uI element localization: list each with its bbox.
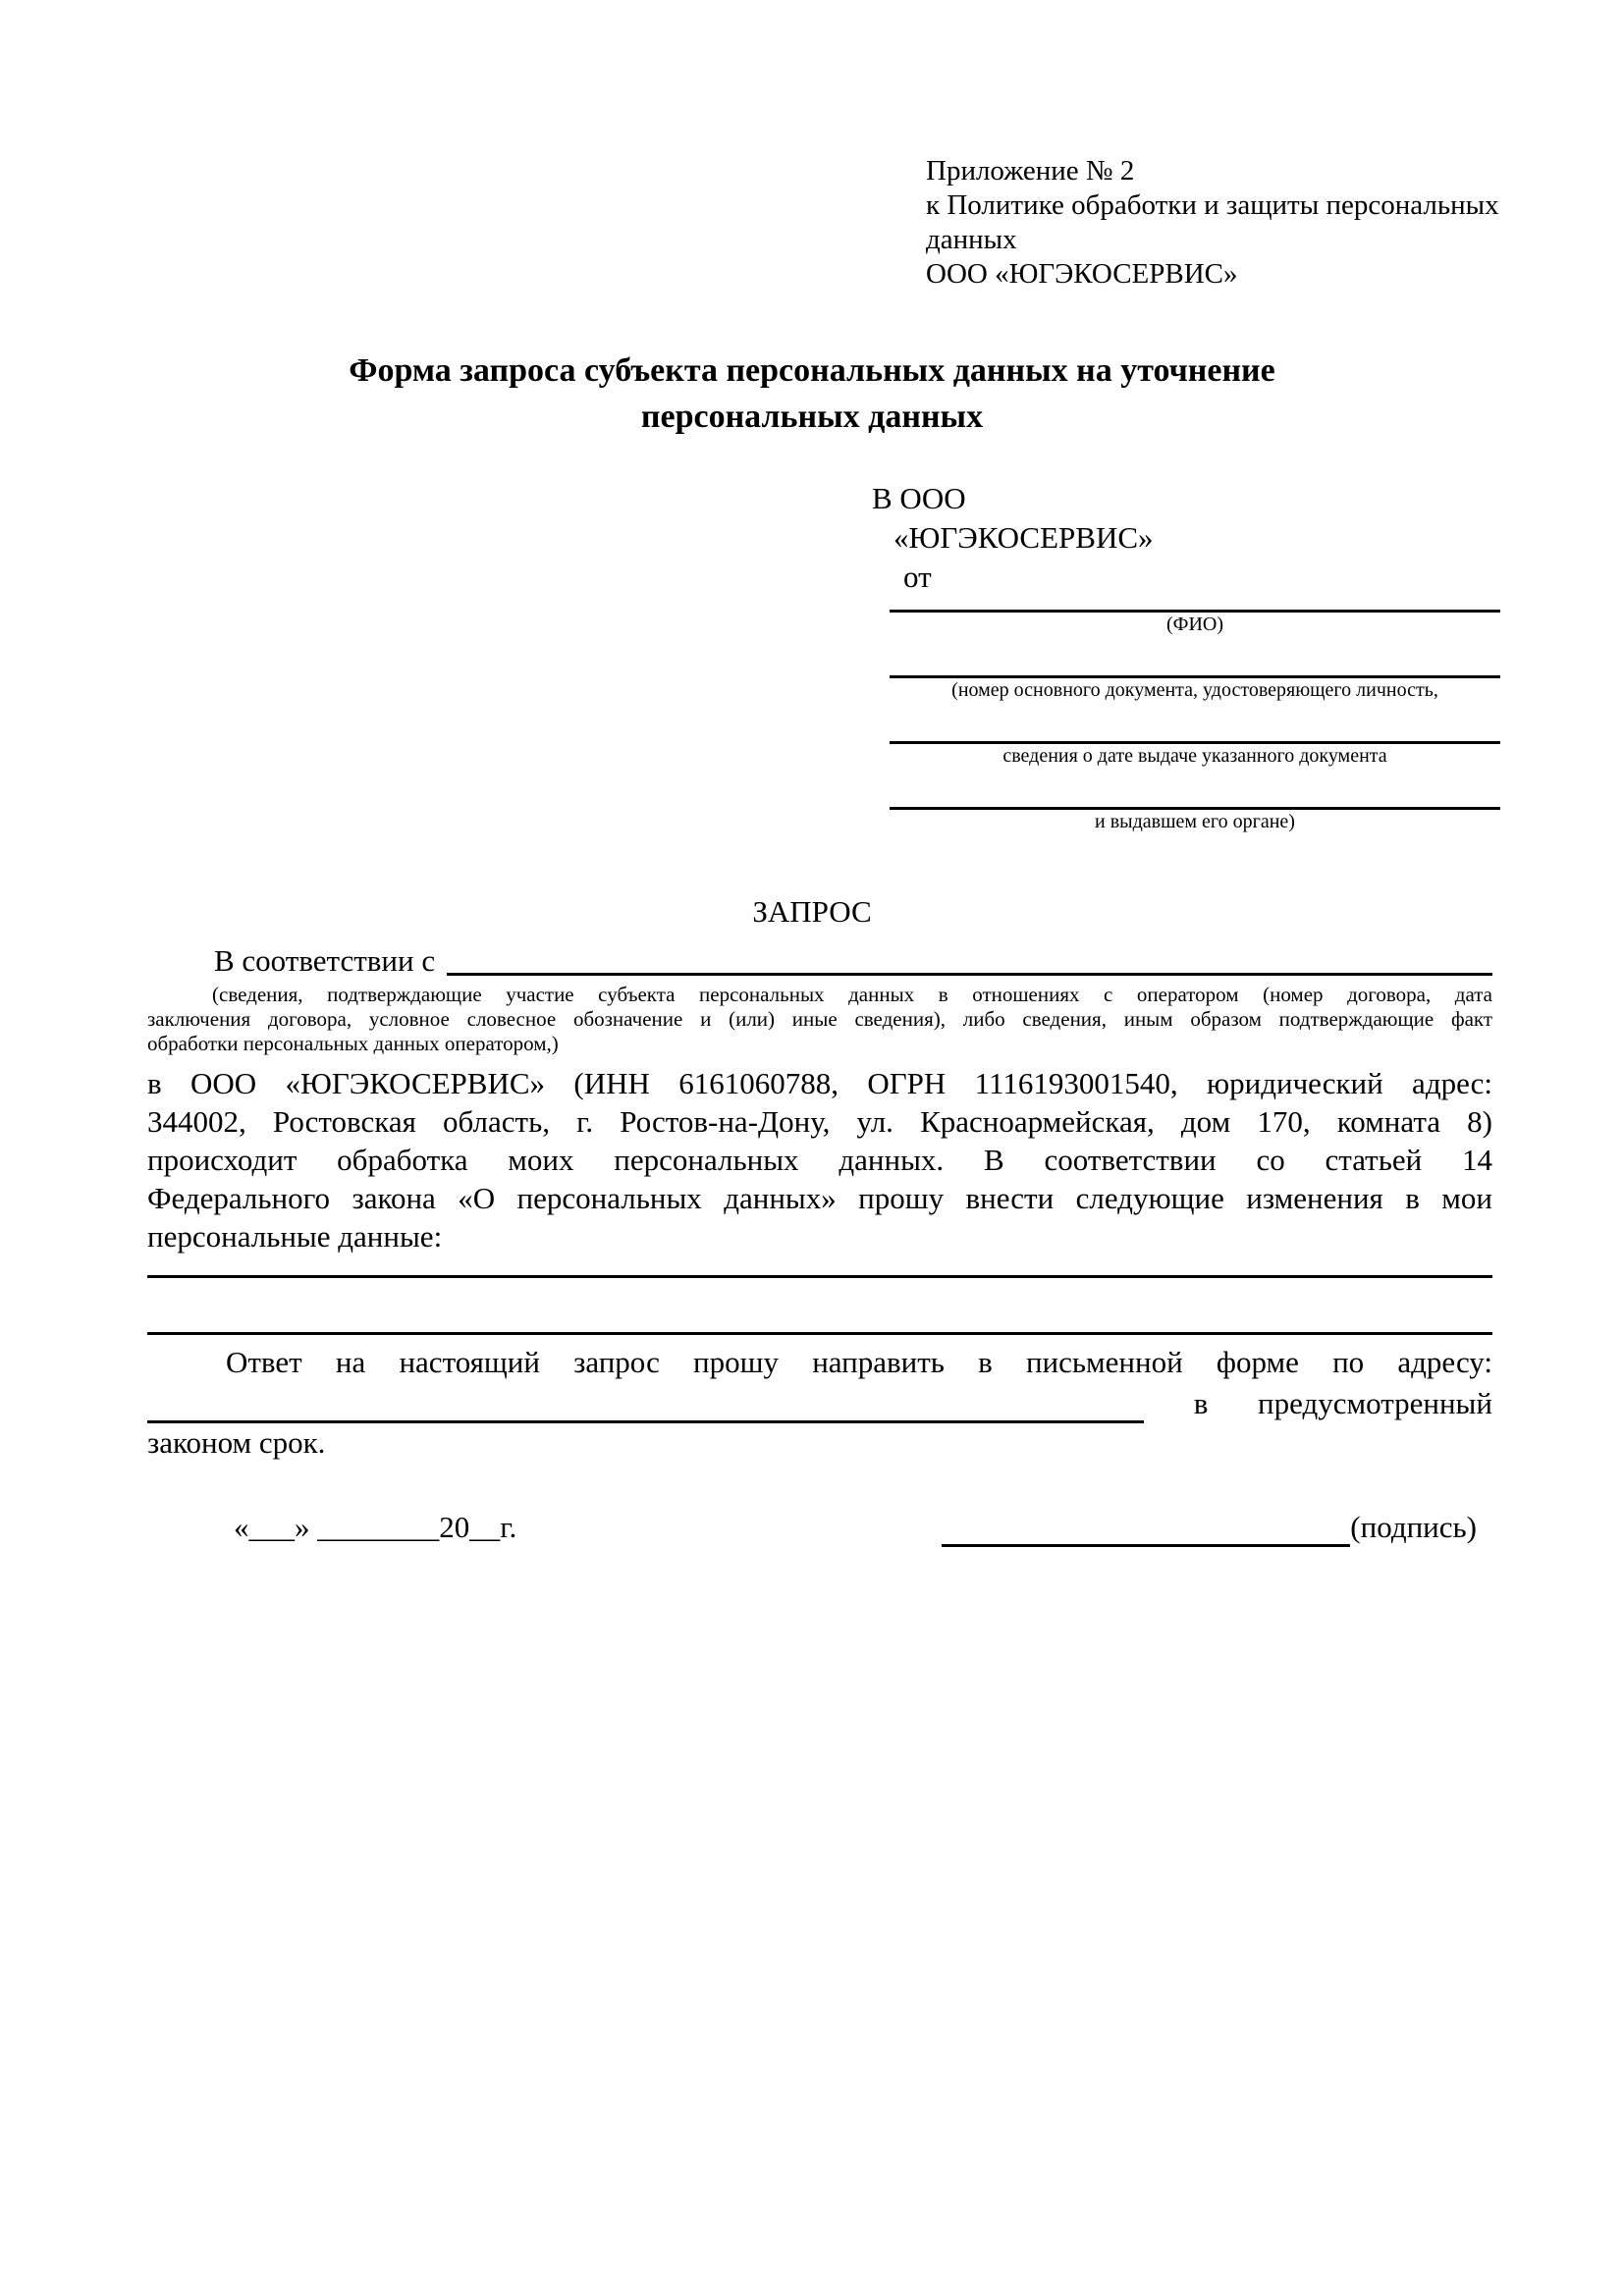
response-word-stipulated: предусмотренный	[1258, 1386, 1492, 1420]
response-paragraph	[147, 1343, 1492, 1463]
signature-area	[942, 1508, 1477, 1547]
issue-date-field	[890, 728, 1500, 768]
issuing-authority-field	[890, 794, 1500, 833]
accordance-label: В соответствии с	[214, 943, 436, 978]
changes-blank-line-1	[147, 1275, 1492, 1278]
page-title-line: Форма запроса субъекта персональных данных на уточнение	[349, 352, 1275, 389]
page-title-line: персональных данных	[640, 399, 984, 435]
signature-caption: (подпись)	[1350, 1510, 1477, 1544]
appendix-header-line: Приложение № 2	[926, 155, 1135, 187]
request-heading: ЗАПРОС	[752, 894, 872, 929]
appendix-header-line: данных	[926, 224, 1017, 255]
request-body-line: происходит обработка моих персональных данных. В соответствии со статьей 14	[147, 1143, 1492, 1177]
appendix-header-line: ООО «ЮГЭКОСЕРВИС»	[926, 258, 1238, 290]
request-body-line: в ООО «ЮГЭКОСЕРВИС» (ИНН 6161060788, ОГРН 1116193001540, юридический адрес:	[147, 1066, 1492, 1100]
request-body	[147, 1064, 1492, 1255]
issuing-authority-blank-line	[890, 794, 1500, 810]
response-line-3: законом срок.	[147, 1425, 326, 1460]
page-title	[0, 347, 1624, 440]
identity-document-caption: (номер основного документа, удостоверяющего личность,	[951, 679, 1438, 701]
request-body-line: 344002, Ростовская область, г. Ростов-на-Дону, ул. Красноармейская, дом 170, комната 8)	[147, 1104, 1492, 1139]
issuing-authority-caption: и выдавшем его органе)	[1095, 811, 1295, 832]
fine-print-note	[147, 983, 1492, 1056]
identity-document-field	[890, 663, 1500, 702]
response-line-1: Ответ на настоящий запрос прошу направить в письменной форме по адресу:	[226, 1345, 1492, 1379]
accordance-blank-line	[447, 941, 1492, 976]
appendix-header-line: к Политике обработки и защиты персональных	[926, 189, 1499, 221]
request-body-line: Федерального закона «О персональных данных» прошу внести следующие изменения в мои	[147, 1181, 1492, 1215]
recipient-org-line2: «ЮГЭКОСЕРВИС»	[893, 520, 1154, 555]
date-blank: «___» ________20__г.	[234, 1510, 517, 1544]
appendix-header	[926, 154, 1536, 292]
issue-date-caption: сведения о дате выдаче указанного документа	[1002, 745, 1387, 767]
fine-print-line: (сведения, подтверждающие участие субъекта персональных данных в отношениях с оператором (номер договора, дата	[212, 983, 1492, 1006]
request-body-line: персональные данные:	[147, 1219, 443, 1254]
signature-blank-line	[942, 1517, 1350, 1547]
recipient-block	[872, 479, 1624, 833]
fio-blank-line	[890, 597, 1500, 613]
recipient-from-label: от	[903, 560, 932, 594]
date-signature-row	[234, 1508, 1477, 1547]
identity-document-blank-line	[890, 663, 1500, 678]
issue-date-blank-line	[890, 728, 1500, 744]
fio-caption: (ФИО)	[1165, 614, 1223, 635]
changes-blank-line-2	[147, 1332, 1492, 1335]
recipient-org-line1: В ООО	[872, 481, 966, 515]
address-blank-line	[147, 1389, 1144, 1423]
response-word-in: в	[1193, 1386, 1209, 1420]
fine-print-line: заключения договора, условное словесное обозначение и (или) иные сведения), либо сведения, иным образом подтверждающие факт	[147, 1007, 1492, 1031]
response-line-2	[147, 1382, 1492, 1423]
fio-field	[890, 597, 1500, 636]
fine-print-line: обработки персональных данных оператором,)	[147, 1032, 559, 1055]
applicant-fields	[890, 597, 1500, 833]
accordance-row	[214, 941, 1492, 981]
